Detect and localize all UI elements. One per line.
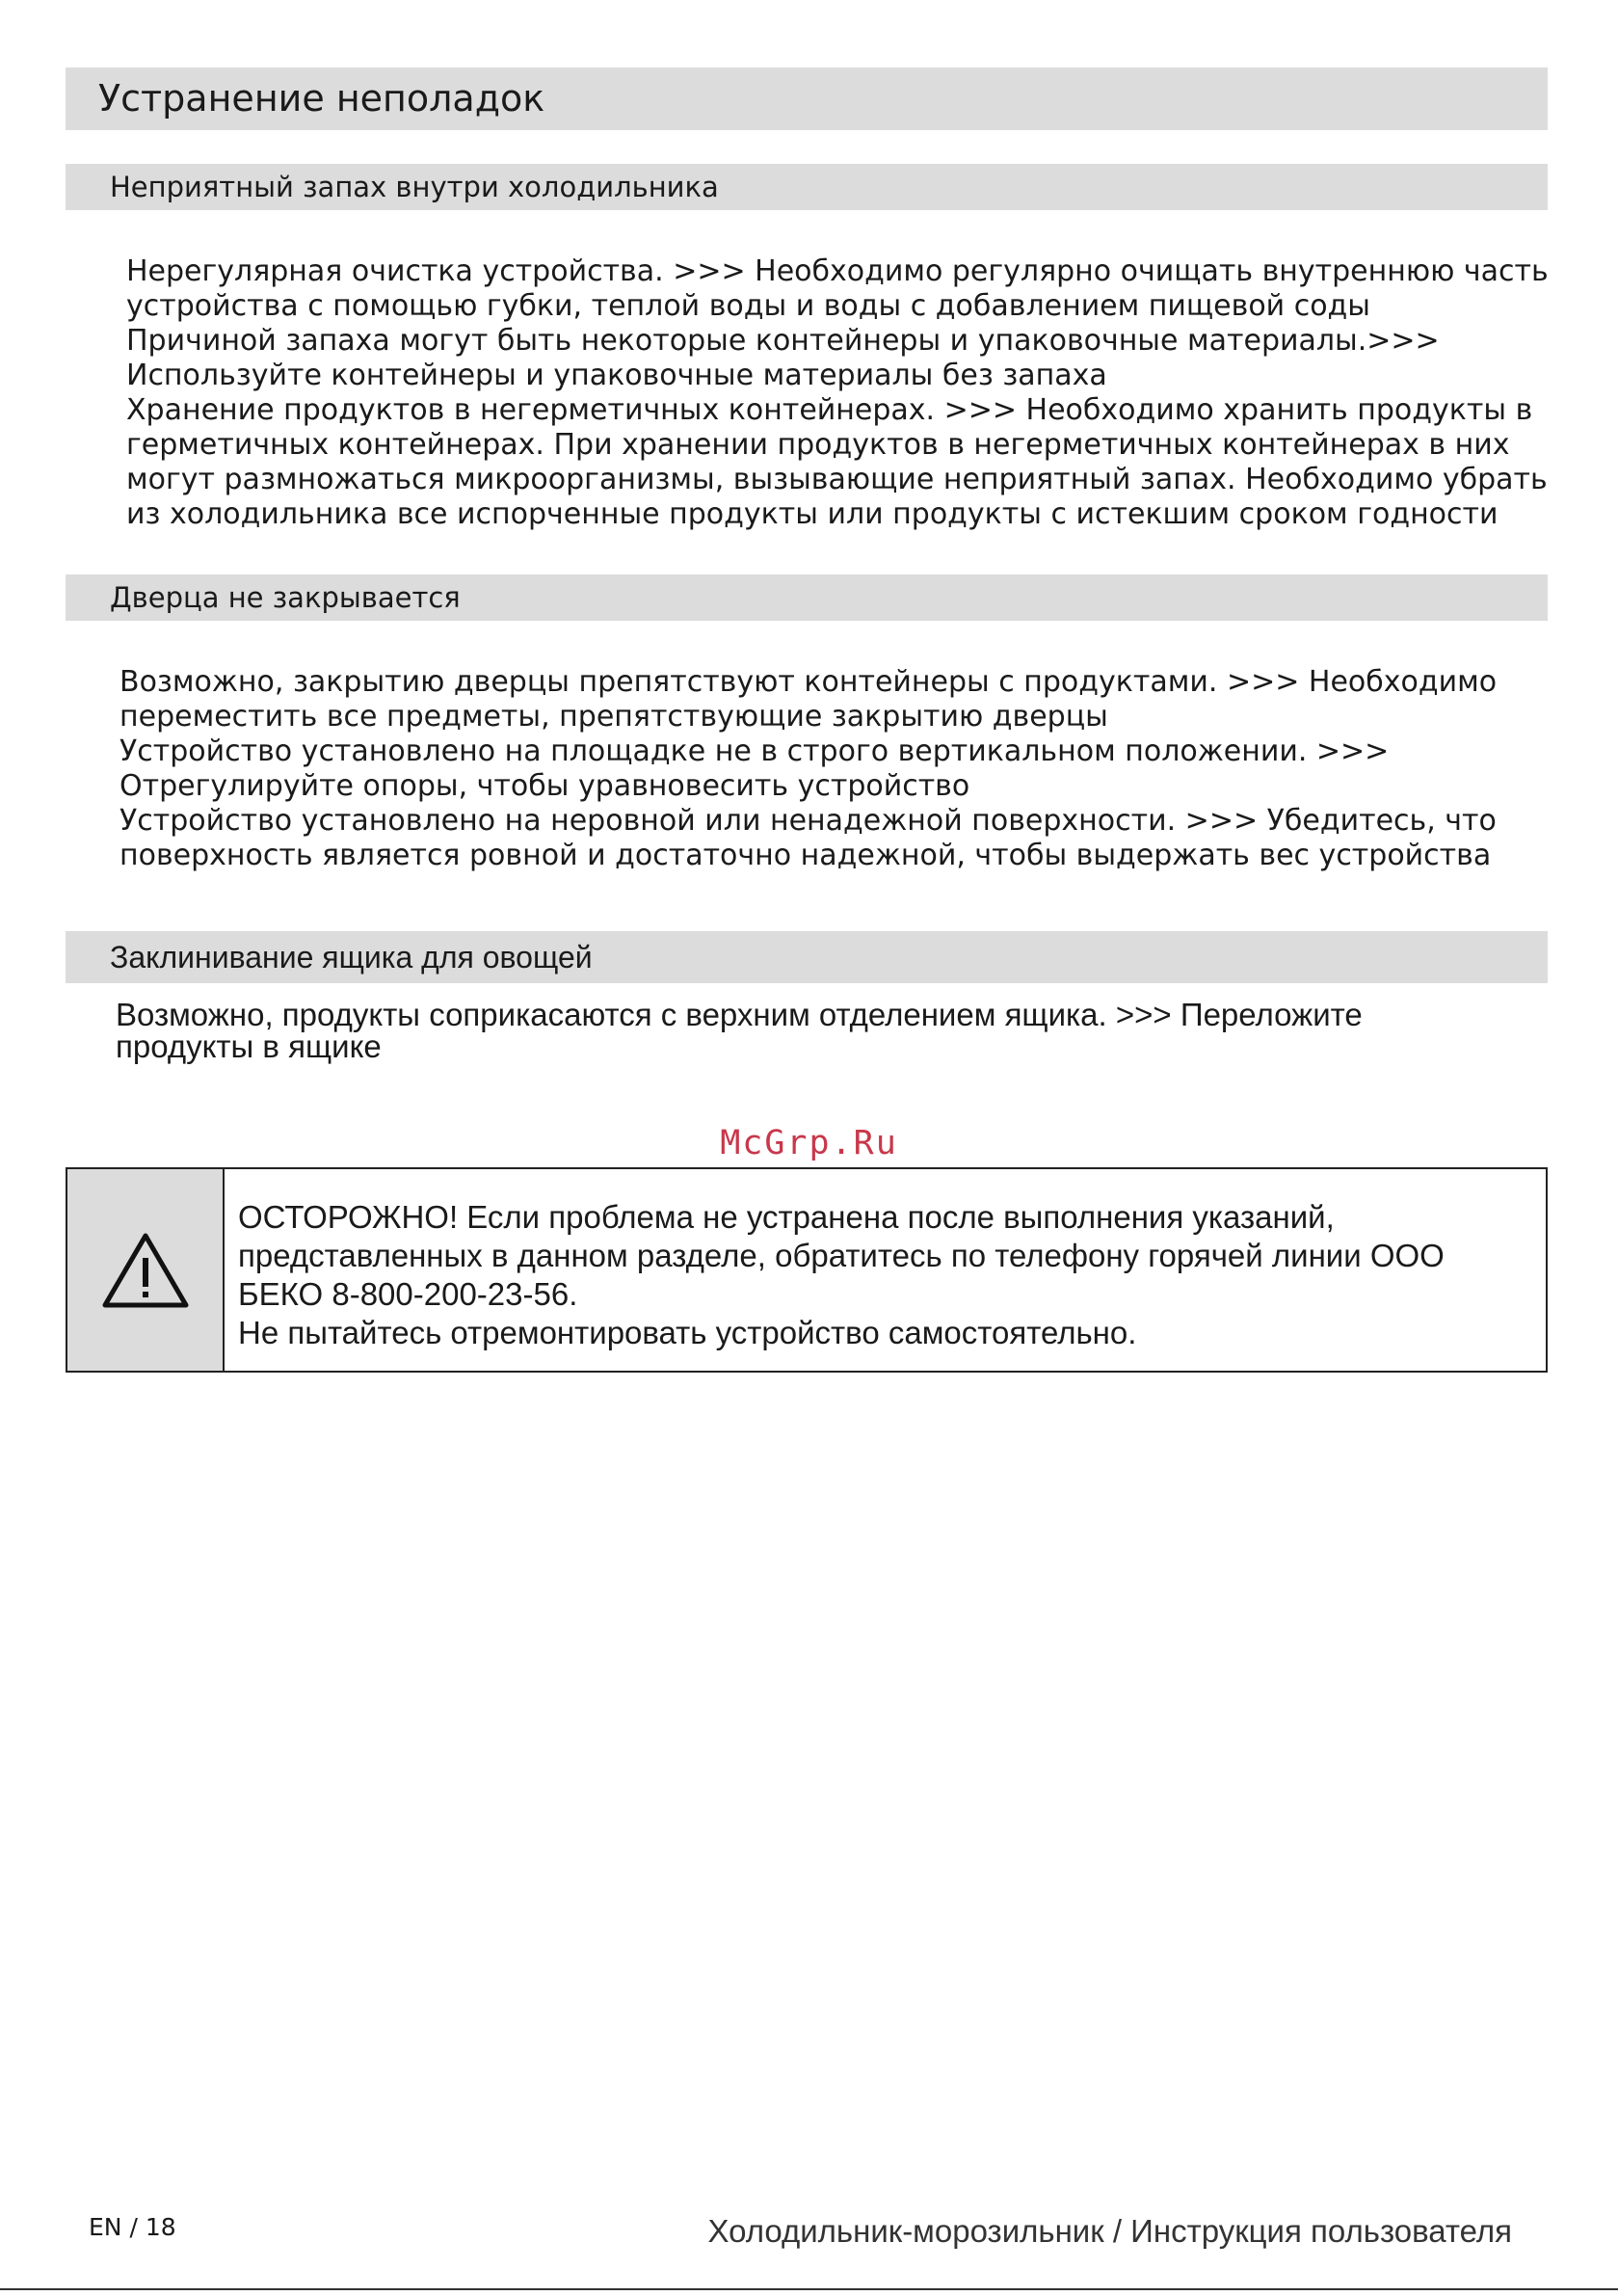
body-line: Возможно, закрытию дверцы препятствуют контейнеры с продуктами. >>> Необходимо <box>119 665 1498 699</box>
warning-line: ОСТОРОЖНО! Если проблема не устранена после выполнения указаний, <box>238 1199 1335 1235</box>
body-line: могут размножаться микроорганизмы, вызывающие неприятный запах. Необходимо убрать <box>126 463 1548 496</box>
body-line: герметичных контейнерах. При хранении продуктов в негерметичных контейнерах в них <box>126 428 1510 462</box>
body-line: Отрегулируйте опоры, чтобы уравновесить устройство <box>119 769 970 803</box>
page-title: Устранение неполадок <box>66 67 1548 130</box>
body-line: Хранение продуктов в негерметичных контейнерах. >>> Необходимо хранить продукты в <box>126 393 1533 427</box>
section-body-odor <box>126 254 1549 532</box>
body-line: продукты в ящике <box>116 1028 382 1064</box>
body-line: поверхность является ровной и достаточно надежной, чтобы выдержать вес устройства <box>119 839 1492 872</box>
section-body-door <box>119 665 1497 873</box>
body-line: переместить все предметы, препятствующие закрытию дверцы <box>119 700 1108 734</box>
bottom-divider <box>0 2288 1618 2290</box>
warning-line: Не пытайтесь отремонтировать устройство самостоятельно. <box>238 1315 1137 1350</box>
page-number: EN / 18 <box>89 2213 176 2241</box>
section-body-crisper <box>116 999 1363 1062</box>
warning-icon-cell <box>67 1169 225 1371</box>
body-line: Устройство установлено на неровной или ненадежной поверхности. >>> Убедитесь, что <box>119 804 1497 838</box>
body-line: Устройство установлено на площадке не в строго вертикальном положении. >>> <box>119 734 1390 768</box>
warning-box <box>66 1167 1548 1373</box>
warning-text <box>225 1169 1464 1371</box>
body-line: Используйте контейнеры и упаковочные материалы без запаха <box>126 359 1107 392</box>
body-line: Нерегулярная очистка устройства. >>> Необходимо регулярно очищать внутреннюю часть <box>126 254 1549 288</box>
section-heading-door: Дверца не закрывается <box>66 574 1548 621</box>
warning-line: БЕКО 8-800-200-23-56. <box>238 1276 578 1312</box>
watermark: McGrp.Ru <box>720 1124 898 1162</box>
warning-triangle-icon <box>101 1231 190 1310</box>
warning-line: представленных в данном разделе, обратитесь по телефону горячей линии ООО <box>238 1238 1445 1273</box>
body-line: устройства с помощью губки, теплой воды и воды с добавлением пищевой соды <box>126 289 1370 323</box>
body-line: Причиной запаха могут быть некоторые контейнеры и упаковочные материалы.>>> <box>126 324 1440 358</box>
body-line: из холодильника все испорченные продукты или продукты с истекшим сроком годности <box>126 497 1499 531</box>
document-title: Холодильник-морозильник / Инструкция пользователя <box>707 2213 1512 2249</box>
section-heading-odor: Неприятный запах внутри холодильника <box>66 164 1548 210</box>
section-heading-crisper: Заклинивание ящика для овощей <box>66 931 1548 983</box>
body-line: Возможно, продукты соприкасаются с верхним отделением ящика. >>> Переложите <box>116 997 1363 1032</box>
